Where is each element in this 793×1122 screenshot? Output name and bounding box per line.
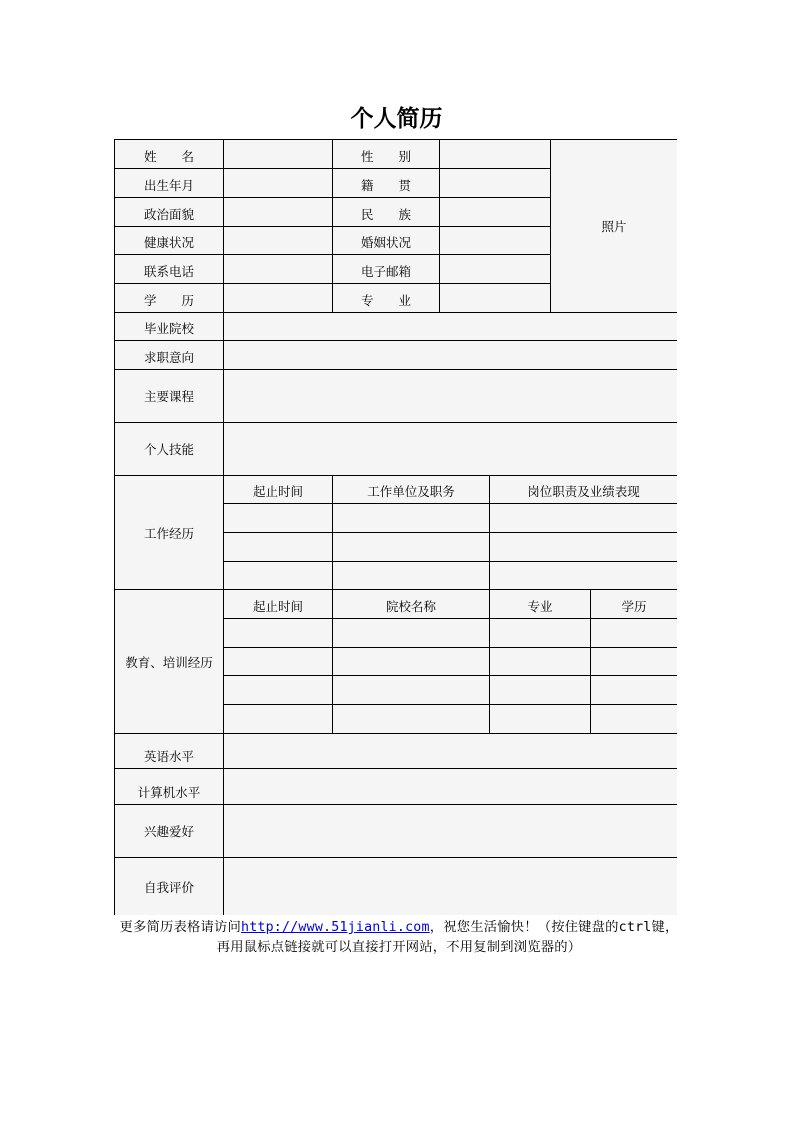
- edu-cell[interactable]: [223, 704, 332, 733]
- edu-header-major: 专业: [489, 589, 590, 618]
- value-intent[interactable]: [223, 340, 677, 369]
- edu-cell[interactable]: [332, 618, 489, 647]
- edu-cell[interactable]: [332, 704, 489, 733]
- label-intent: 求职意向: [114, 340, 223, 369]
- label-major: 专 业: [332, 283, 439, 312]
- value-marital[interactable]: [439, 226, 550, 254]
- label-self-eval: 自我评价: [114, 857, 223, 915]
- edu-cell[interactable]: [223, 675, 332, 704]
- edu-cell[interactable]: [332, 647, 489, 675]
- value-political[interactable]: [223, 197, 332, 226]
- value-email[interactable]: [439, 254, 550, 283]
- value-major[interactable]: [439, 283, 550, 312]
- work-cell[interactable]: [489, 561, 677, 589]
- work-cell[interactable]: [332, 561, 489, 589]
- label-hobbies: 兴趣爱好: [114, 804, 223, 857]
- value-hobbies[interactable]: [223, 804, 677, 857]
- label-computer: 计算机水平: [114, 768, 223, 804]
- work-cell[interactable]: [489, 532, 677, 561]
- value-native-place[interactable]: [439, 168, 550, 197]
- label-marital: 婚姻状况: [332, 226, 439, 254]
- label-gender: 性 别: [332, 139, 439, 168]
- label-education: 教育、培训经历: [114, 589, 223, 733]
- edu-header-period: 起止时间: [223, 589, 332, 618]
- edu-cell[interactable]: [590, 704, 677, 733]
- label-native-place: 籍 贯: [332, 168, 439, 197]
- work-header-employer: 工作单位及职务: [332, 475, 489, 503]
- edu-cell[interactable]: [223, 647, 332, 675]
- edu-cell[interactable]: [489, 675, 590, 704]
- photo-box: 照片: [550, 139, 677, 312]
- edu-cell[interactable]: [489, 647, 590, 675]
- website-link[interactable]: http://www.51jianli.com: [240, 920, 430, 935]
- label-ethnicity: 民 族: [332, 197, 439, 226]
- label-degree: 学 历: [114, 283, 223, 312]
- label-work: 工作经历: [114, 475, 223, 589]
- value-birth[interactable]: [223, 168, 332, 197]
- value-computer[interactable]: [223, 768, 677, 804]
- label-political: 政治面貌: [114, 197, 223, 226]
- label-name: 姓 名: [114, 139, 223, 168]
- value-health[interactable]: [223, 226, 332, 254]
- value-school[interactable]: [223, 312, 677, 340]
- edu-header-school: 院校名称: [332, 589, 489, 618]
- edu-cell[interactable]: [590, 618, 677, 647]
- edu-cell[interactable]: [590, 647, 677, 675]
- label-birth: 出生年月: [114, 168, 223, 197]
- value-degree[interactable]: [223, 283, 332, 312]
- label-school: 毕业院校: [114, 312, 223, 340]
- resume-table: [114, 139, 677, 915]
- value-phone[interactable]: [223, 254, 332, 283]
- edu-header-degree: 学历: [590, 589, 677, 618]
- value-english[interactable]: [223, 733, 677, 768]
- work-cell[interactable]: [332, 532, 489, 561]
- edu-cell[interactable]: [332, 675, 489, 704]
- value-skills[interactable]: [223, 422, 677, 475]
- label-english: 英语水平: [114, 733, 223, 768]
- work-cell[interactable]: [223, 503, 332, 532]
- label-courses: 主要课程: [114, 369, 223, 422]
- work-header-period: 起止时间: [223, 475, 332, 503]
- footer-suffix: ，祝您生活愉快！（按住键盘的ctrl键，再用鼠标点链接就可以直接打开网站，不用复制到浏览器的）: [216, 920, 679, 955]
- footer-prefix: 更多简历表格请访问: [119, 920, 241, 935]
- label-health: 健康状况: [114, 226, 223, 254]
- edu-cell[interactable]: [489, 618, 590, 647]
- value-courses[interactable]: [223, 369, 677, 422]
- work-header-duties: 岗位职责及业绩表现: [489, 475, 677, 503]
- page-title: 个人简历: [350, 105, 443, 132]
- value-gender[interactable]: [439, 139, 550, 168]
- label-email: 电子邮箱: [332, 254, 439, 283]
- label-phone: 联系电话: [114, 254, 223, 283]
- work-cell[interactable]: [332, 503, 489, 532]
- footer-note: [114, 918, 684, 958]
- value-ethnicity[interactable]: [439, 197, 550, 226]
- value-self-eval[interactable]: [223, 857, 677, 915]
- edu-cell[interactable]: [223, 618, 332, 647]
- edu-cell[interactable]: [590, 675, 677, 704]
- work-cell[interactable]: [223, 561, 332, 589]
- edu-cell[interactable]: [489, 704, 590, 733]
- work-cell[interactable]: [489, 503, 677, 532]
- label-skills: 个人技能: [114, 422, 223, 475]
- value-name[interactable]: [223, 139, 332, 168]
- work-cell[interactable]: [223, 532, 332, 561]
